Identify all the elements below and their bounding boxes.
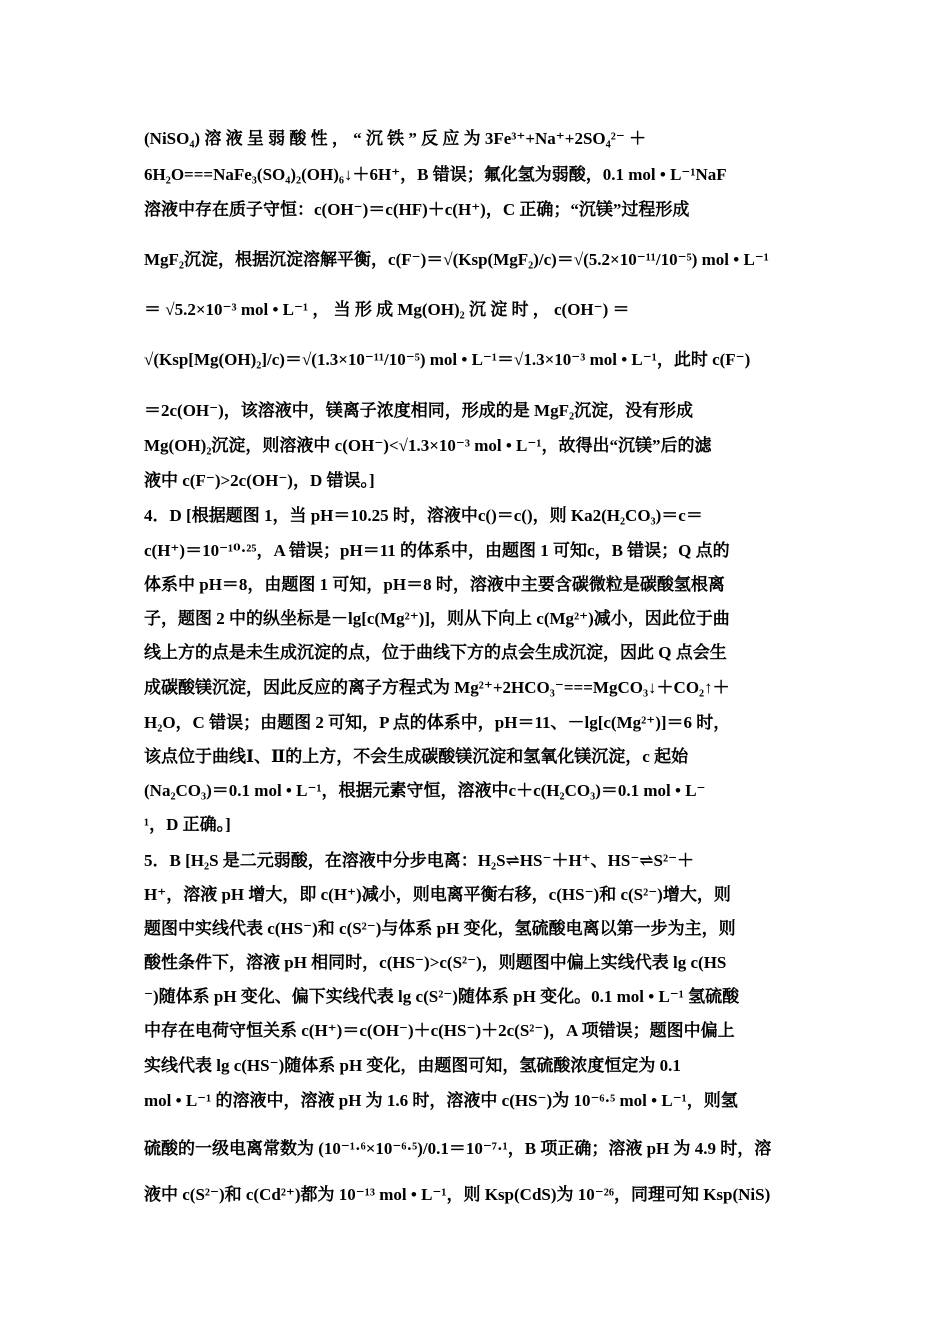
text-line: H₂O，C 错误；由题图 2 可知，P 点的体系中，pH＝11、－lg[c(Mg²⁺)]＝6 时， xyxy=(144,713,731,732)
text-line: 6H₂O===NaFe₃(SO₄)₂(OH)₆↓＋6H⁺，B 错误；氟化氢为弱酸，0.1 mol • L⁻¹NaF xyxy=(144,165,727,184)
text-line: (Na₂CO₃)＝0.1 mol • L⁻¹，根据元素守恒，溶液中c＋c(H₂CO₃)＝0.1 mol • L⁻ xyxy=(144,781,706,800)
text-line: ¹，D 正确。] xyxy=(144,815,231,834)
text-line: 硫酸的一级电离常数为 (10⁻¹·⁶×10⁻⁶·⁵)/0.1＝10⁻⁷·¹，B 项正确；溶液 pH 为 4.9 时，溶 xyxy=(144,1139,772,1158)
text-line: MgF₂沉淀，根据沉淀溶解平衡，c(F⁻)＝√(Ksp(MgF₂)/c)＝√(5.2×10⁻¹¹/10⁻⁵) mol • L⁻¹ xyxy=(144,250,769,269)
text-line: 体系中 pH＝8，由题图 1 可知，pH＝8 时，溶液中主要含碳微粒是碳酸氢根离 xyxy=(144,575,725,594)
text-line: (NiSO₄) 溶 液 呈 弱 酸 性 ， “ 沉 铁 ” 反 应 为 3Fe³⁺+Na⁺+2SO₄²⁻ ＋ xyxy=(144,129,647,148)
answer-4-line: 4．D [根据题图 1，当 pH＝10.25 时，溶液中c()＝c()，则 Ka2(H₂CO₃)＝c＝ xyxy=(144,506,703,525)
text-line: 成碳酸镁沉淀，因此反应的离子方程式为 Mg²⁺+2HCO₃⁻===MgCO₃↓＋CO₂↑＋ xyxy=(144,678,730,697)
text-line: mol • L⁻¹ 的溶液中，溶液 pH 为 1.6 时，溶液中 c(HS⁻)为 10⁻⁶·⁵ mol • L⁻¹，则氢 xyxy=(144,1091,738,1110)
text-line: √(Ksp[Mg(OH)₂]/c)＝√(1.3×10⁻¹¹/10⁻⁵) mol • L⁻¹＝√1.3×10⁻³ mol • L⁻¹，此时 c(F⁻) xyxy=(144,350,751,369)
text-line: 实线代表 lg c(HS⁻)随体系 pH 变化，由题图可知，氢硫酸浓度恒定为 0.1 xyxy=(144,1056,681,1075)
text-line: ⁻)随体系 pH 变化、偏下实线代表 lg c(S²⁻)随体系 pH 变化。0.1 mol • L⁻¹ 氢硫酸 xyxy=(144,987,740,1006)
text-line: 溶液中存在质子守恒：c(OH⁻)＝c(HF)＋c(H⁺)，C 正确；“沉镁”过程形成 xyxy=(144,200,690,219)
text-line: 线上方的点是未生成沉淀的点，位于曲线下方的点会生成沉淀，因此 Q 点会生 xyxy=(144,643,727,662)
text-line: 题图中实线代表 c(HS⁻)和 c(S²⁻)与体系 pH 变化，氢硫酸电离以第一步为主，则 xyxy=(144,919,736,938)
text-line: c(H⁺)＝10⁻¹⁰·²⁵，A 错误；pH＝11 的体系中，由题图 1 可知c，B 错误；Q 点的 xyxy=(144,541,730,560)
text-line: 中存在电荷守恒关系 c(H⁺)＝c(OH⁻)＋c(HS⁻)＋2c(S²⁻)，A 项错误；题图中偏上 xyxy=(144,1021,735,1040)
answer-5-line: 5．B [H₂S 是二元弱酸，在溶液中分步电离：H₂S⇌HS⁻＋H⁺、HS⁻⇌S²⁻＋ xyxy=(144,851,695,870)
text-line: Mg(OH)₂沉淀，则溶液中 c(OH⁻)<√1.3×10⁻³ mol • L⁻¹，故得出“沉镁”后的滤 xyxy=(144,436,712,455)
text-line: ＝2c(OH⁻)，该溶液中，镁离子浓度相同，形成的是 MgF₂沉淀，没有形成 xyxy=(144,401,694,420)
text-line: 子，题图 2 中的纵坐标是－lg[c(Mg²⁺)]，则从下向上 c(Mg²⁺)减小，因此位于曲 xyxy=(144,609,730,628)
text-line: ＝ √5.2×10⁻³ mol • L⁻¹ ， 当 形 成 Mg(OH)₂ 沉 淀 时 ， c(OH⁻) ＝ xyxy=(144,300,630,319)
text-line: 液中 c(F⁻)>2c(OH⁻)，D 错误。] xyxy=(144,471,375,490)
text-line: 液中 c(S²⁻)和 c(Cd²⁺)都为 10⁻¹³ mol • L⁻¹，则 Ksp(CdS)为 10⁻²⁶，同理可知 Ksp(NiS) xyxy=(144,1185,771,1204)
text-line: H⁺，溶液 pH 增大，即 c(H⁺)减小，则电离平衡右移，c(HS⁻)和 c(S²⁻)增大，则 xyxy=(144,885,731,904)
text-line: 该点位于曲线Ⅰ、Ⅱ的上方，不会生成碳酸镁沉淀和氢氧化镁沉淀，c 起始 xyxy=(144,747,689,766)
text-line: 酸性条件下，溶液 pH 相同时，c(HS⁻)>c(S²⁻)，则题图中偏上实线代表 lg c(HS xyxy=(144,953,727,972)
